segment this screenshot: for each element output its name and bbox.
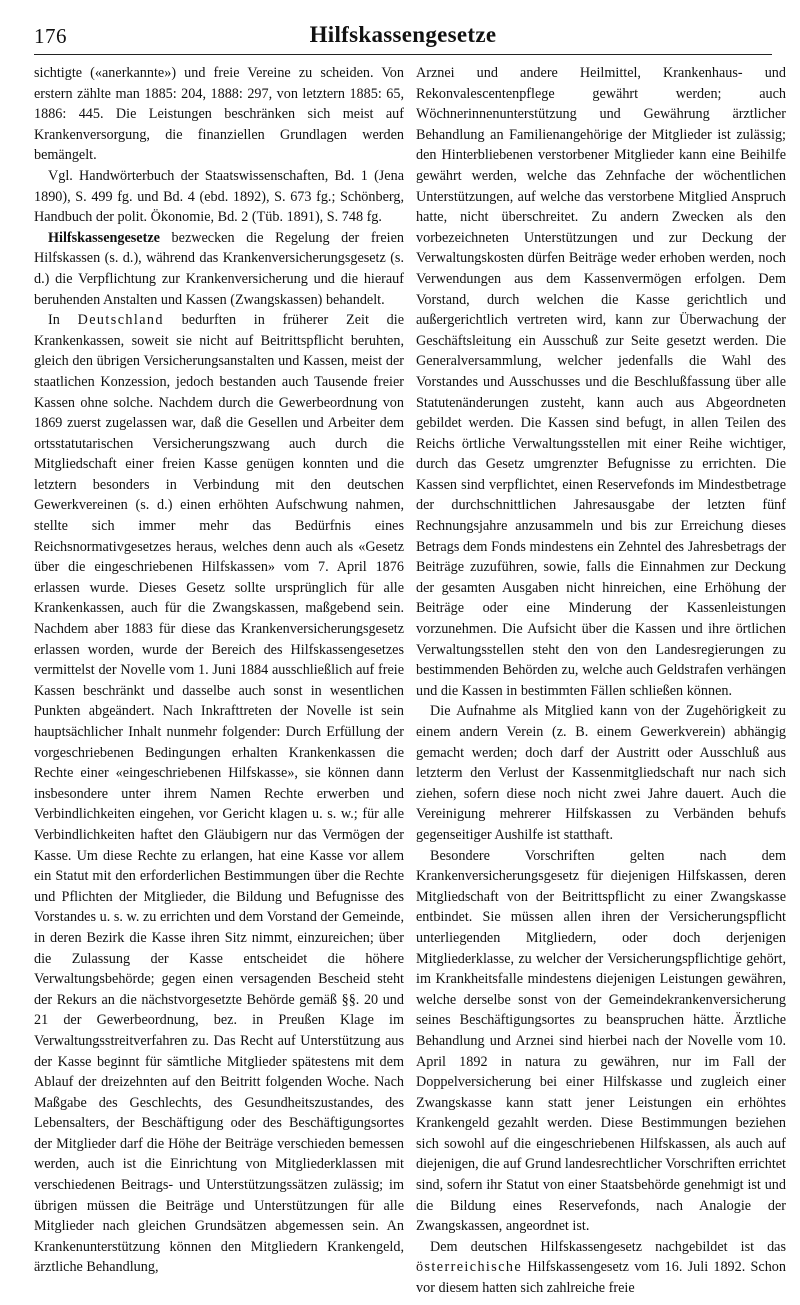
paragraph: sichtigte («anerkannte») und freie Vereine zu scheiden. Von erstern zählte man 1885: 204, 1888: 297, von letztern 1885: 65, 1886: 445. Die Leistungen beschränken sich meist auf Krankenversorgung, die finanziellen Grundlagen werden bemängelt.: [34, 65, 404, 164]
spaced-term: Deutschland: [77, 312, 164, 329]
paragraph-text: bedurften in früherer Zeit die Krankenkassen, soweit sie nicht auf Beitrittspflicht beruhten, gleich den übrigen Versicherungsanstalten und Kassen, meist der staatlichen Konzession, jedoch bestanden auch Tausende freier Kassen ohne solche. Nachdem durch die Gewerbeordnung von 1869 zuerst zugelassen war, daß die Gesellen und Arbeiter dem ortsstatutarischen Versicherungszwang auch durch die Mitgliedschaft einer freien Kasse genügen konnten und die letztern besonders in Verbindung mit den deutschen Gewerkvereinen (s. d.) einen erhöhten Aufschwung nahmen, stellte sich immer mehr das Bedürfnis eines Reichsnormativgesetzes heraus, welches denn auch als «Gesetz über die eingeschriebenen Hilfskassen» vom 7. April 1876 erlassen wurde. Dieses Gesetz sollte ursprünglich für alle Krankenkassen, auch für die Zwangskassen, maßgebend sein. Nachdem aber 1883 für diese das Krankenversicherungsgesetz erlassen worden, wurde der Bereich des Hilfskassengesetzes vermittelst der Novelle vom 1. Juni 1884 ausschließlich auf freie Kassen beschränkt und dasselbe auch sonst in wesentlichen Punkten abgeändert. Nach Inkrafttreten der Novelle ist sein hauptsächlicher Inhalt nunmehr folgender: Durch Erfüllung der vorgeschriebenen Bedingungen erhalten Krankenkassen die Rechte einer «eingeschriebenen Hilfskasse», sie können dann insbesondere unter ihrem Namen Rechte erwerben und Verbindlichkeiten eingehen, vor Gericht klagen u. s. w.; für alle Verbindlichkeiten haftet den Gläubigern nur das Vermögen der Kasse. Um diese Rechte zu erlangen, hat eine Kasse vor allem ein Statut mit den erforderlichen Bestimmungen über die Rechte und Pflichten der Mitglieder, die Bildung und Befugnisse des Vorstandes u. s. w. zu errichten und dem Vorstand der Gemeinde, in deren Bezirk die Kasse ihren Sitz nimmt, einzureichen; über die Zulassung der Kasse entscheidet die höhere Verwaltungsbehörde; gegen einen versagenden Bescheid steht der Rekurs an die nächstvorgesetzte Behörde gemäß §§. 20 und 21 der Gewerbeordnung, bez. in Preußen Klage im Verwaltungsstreitverfahren zu. Das Recht auf Unterstützung aus der Kasse beginnt für sämtliche Mitglieder spätestens mit dem Ablauf der dreizehnten auf den Beitritt folgenden Woche. Nach Maßgabe des Geschlechts, des Gesundheitszustandes, des Lebensalters, der Beschäftigung oder des Beschäftigungsortes der Mitglieder darf die Höhe der Beiträge verschieden bemessen werden, auch ist die Einrichtung von Mitgliederklassen mit verschiedenen Beitrags- und Unterstützungssätzen zulässig; im übrigen müssen die Beiträge und Unterstützungen für alle Mitglieder nach gleichen Grundsätzen abgemessen sein. An Krankenunterstützung können den Mitgliedern Krankengeld, ärztliche Behandlung,: [34, 312, 404, 1276]
paragraph: [34, 228, 404, 310]
page-header: [34, 20, 772, 55]
right-column: [416, 63, 786, 1299]
paragraph-text: In: [48, 312, 78, 329]
paragraph: Die Aufnahme als Mitglied kann von der Zugehörigkeit zu einem andern Verein (z. B. einem Gewerkverein) abhängig gemacht werden; doch darf der Austritt oder Ausschluß aus letzterm den Verlust der Kassenmitgliedschaft nur nach sich ziehen, sofern diese noch nicht zwei Jahre dauert. Auch die Vereinigung mehrerer Hilfskassen zu Verbänden behufs gegenseitiger Aushilfe ist statthaft.: [416, 703, 786, 843]
left-column: [34, 63, 404, 1278]
paragraph-text: Dem deutschen Hilfskassengesetz nachgebildet ist das: [430, 1238, 786, 1255]
paragraph: [34, 310, 404, 1278]
paragraph: Arznei und andere Heilmittel, Krankenhaus- und Rekonvalescentenpflege gewährt werden; auch Wöchnerinnenunterstützung und Gewährung ärztlicher Behandlung an Familienangehörige der Mitglieder ist zulässig; den Hinterbliebenen verstorbener Mitglieder kann eine Beihilfe gewährt werden, welche das Zehnfache der wöchentlichen Unterstützungen, auf welche das verstorbene Mitglied Anspruch hatte, nicht überschreitet. Zu andern Zwecken als den vorbezeichneten Unterstützungen und zur Deckung der Verwaltungskosten dürfen Beiträge weder erhoben werden, noch Verwendungen aus dem Kassenvermögen erfolgen. Dem Vorstand, durch welchen die Kasse gerichtlich und außergerichtlich vertreten wird, kann zur Überwachung der Geschäftsleitung ein Ausschuß zur Seite gesetzt werden. Die Generalversammlung, welcher jedenfalls die Wahl des Vorstandes und Ausschusses und die Beschlußfassung über alle Statutenänderungen zusteht, kann auch aus Abgeordneten gebildet werden. Die Kassen sind befugt, in allen Teilen des Reichs örtliche Verwaltungsstellen mit einer Reihe wichtiger, durch das Gesetz umgrenzter Befugnisse zu errichten. Die Kassen sind verpflichtet, einen Reservefonds im Mindestbetrage der durchschnittlichen Jahresausgabe der letzten fünf Rechnungsjahre anzusammeln und bis zur Erreichung dieses Betrags dem Fonds mindestens ein Zehntel des Jahresbetrags der Beiträge zuzuführen, sowie, falls die Einnahmen zur Deckung der gesamten Ausgaben nicht hinreichen, eine Erhöhung der Beiträge oder eine Minderung der Kassenleistungen vorzunehmen. Die Aufsicht über die Kassen und ihre örtlichen Verwaltungsstellen steht den von den Landesregierungen zu bestimmenden Behörden zu, welche auch Geldstrafen verhängen und die Kassen in bestimmten Fällen schließen können.: [416, 65, 786, 699]
page-number: 176: [34, 24, 67, 48]
paragraph: Besondere Vorschriften gelten nach dem Krankenversicherungsgesetz für diejenigen Hilfskassen, deren Mitgliedschaft von der Beitrittspflicht zu einer Zwangskasse entbindet. Sie müssen allen ihren der Versicherungspflicht unterliegenden Mitgliedern, oder doch derjenigen Mitgliederklasse, zu welcher der Versicherungspflichtige gehört, im Krankheitsfalle mindestens diejenigen Leistungen gewähren, welche derselbe sonst von der Gemeindekrankenversicherung seines Beschäftigungsortes zu beanspruchen hätte. Ärztliche Behandlung und Arznei sind hierbei nach der Novelle vom 10. April 1892 in natura zu gewähren, nur im Fall der Doppelversicherung bei einer Hilfskasse und zugleich einer Zwangskasse kann statt jener Leistungen ein erhöhtes Krankengeld gezahlt werden. Diese Bestimmungen beziehen sich sowohl auf die eingeschriebenen Hilfskassen, als auch auf diejenigen, die auf Grund landesrechtlicher Vorschriften errichtet sind, sofern ihr Statut von einer Staatsbehörde genehmigt ist und die Bildung eines Reservefonds, nach Analogie der Zwangskassen, angeordnet ist.: [416, 847, 786, 1235]
paragraph-text: Hilfskassengesetz vom 16. Juli 1892. Schon vor diesem hatten sich zahlreiche freie: [416, 1259, 786, 1297]
paragraph: Vgl. Handwörterbuch der Staatswissenschaften, Bd. 1 (Jena 1890), S. 499 fg. und Bd. 4 (ebd. 1892), S. 673 fg.; Schönberg, Handbuch der polit. Ökonomie, Bd. 2 (Tüb. 1891), S. 748 fg.: [34, 167, 404, 226]
spaced-term: österreichische: [416, 1259, 523, 1276]
paragraph-text: bezwecken die Regelung der freien Hilfskassen (s. d.), während das Krankenversicherungsgesetz (s. d.) die Verpflichtung zur Krankenversicherung und die hierauf beruhenden Anstalten und Kassen (Zwangskassen) behandelt.: [34, 229, 404, 308]
running-head: Hilfskassengesetze: [309, 22, 497, 47]
paragraph: [416, 1237, 786, 1299]
entry-headword: Hilfskassengesetze: [48, 229, 160, 246]
